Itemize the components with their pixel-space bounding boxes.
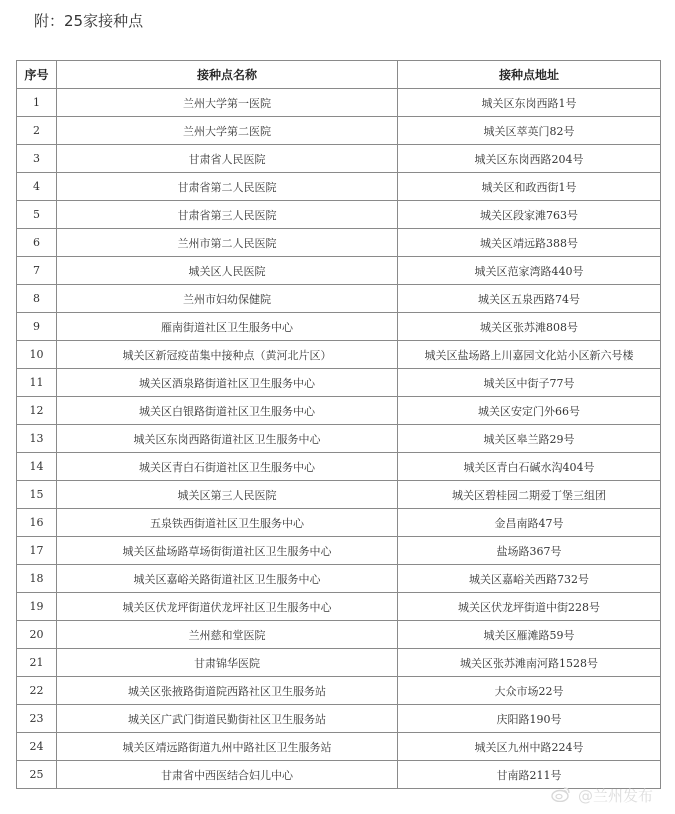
row-number: 1	[17, 89, 57, 117]
row-site-address: 城关区段家滩763号	[398, 201, 661, 229]
row-site-name: 城关区青白石街道社区卫生服务中心	[57, 453, 398, 481]
row-site-name: 甘肃省第三人民医院	[57, 201, 398, 229]
table-body	[17, 89, 661, 789]
row-number: 12	[17, 397, 57, 425]
row-site-address: 城关区盐场路上川嘉园文化站小区新六号楼	[398, 341, 661, 369]
row-site-address: 金昌南路47号	[398, 509, 661, 537]
row-number: 25	[17, 761, 57, 789]
table-row	[17, 313, 661, 341]
row-site-address: 城关区中街子77号	[398, 369, 661, 397]
row-site-name: 城关区伏龙坪街道伏龙坪社区卫生服务中心	[57, 593, 398, 621]
row-site-name: 甘肃锦华医院	[57, 649, 398, 677]
row-site-address: 城关区皋兰路29号	[398, 425, 661, 453]
table-row	[17, 341, 661, 369]
row-site-name: 兰州市妇幼保健院	[57, 285, 398, 313]
table-row	[17, 425, 661, 453]
row-site-address: 城关区张苏滩808号	[398, 313, 661, 341]
weibo-logo-icon	[551, 786, 571, 806]
row-site-address: 城关区嘉峪关西路732号	[398, 565, 661, 593]
row-site-name: 城关区东岗西路街道社区卫生服务中心	[57, 425, 398, 453]
row-number: 3	[17, 145, 57, 173]
row-site-name: 兰州慈和堂医院	[57, 621, 398, 649]
row-number: 11	[17, 369, 57, 397]
row-number: 23	[17, 705, 57, 733]
row-site-name: 雁南街道社区卫生服务中心	[57, 313, 398, 341]
table-row	[17, 705, 661, 733]
row-number: 18	[17, 565, 57, 593]
table-row	[17, 201, 661, 229]
row-site-address: 城关区靖远路388号	[398, 229, 661, 257]
row-number: 7	[17, 257, 57, 285]
row-site-name: 兰州大学第一医院	[57, 89, 398, 117]
row-site-address: 城关区张苏滩南河路1528号	[398, 649, 661, 677]
row-number: 17	[17, 537, 57, 565]
row-site-name: 甘肃省中西医结合妇儿中心	[57, 761, 398, 789]
row-number: 2	[17, 117, 57, 145]
row-number: 15	[17, 481, 57, 509]
row-site-address: 城关区和政西街1号	[398, 173, 661, 201]
header-site-address: 接种点地址	[398, 61, 661, 89]
row-site-name: 兰州大学第二医院	[57, 117, 398, 145]
header-site-name: 接种点名称	[57, 61, 398, 89]
table-row	[17, 593, 661, 621]
table-row	[17, 621, 661, 649]
row-site-address: 城关区五泉西路74号	[398, 285, 661, 313]
row-site-address: 城关区东岗西路204号	[398, 145, 661, 173]
row-site-name: 甘肃省人民医院	[57, 145, 398, 173]
row-site-name: 城关区张掖路街道院西路社区卫生服务站	[57, 677, 398, 705]
row-number: 19	[17, 593, 57, 621]
row-site-name: 城关区靖远路街道九州中路社区卫生服务站	[57, 733, 398, 761]
table-row	[17, 481, 661, 509]
row-number: 13	[17, 425, 57, 453]
row-site-name: 甘肃省第二人民医院	[57, 173, 398, 201]
row-number: 24	[17, 733, 57, 761]
table-row	[17, 257, 661, 285]
row-number: 20	[17, 621, 57, 649]
table-row	[17, 285, 661, 313]
row-number: 14	[17, 453, 57, 481]
header-number: 序号	[17, 61, 57, 89]
table-row	[17, 733, 661, 761]
row-site-name: 城关区人民医院	[57, 257, 398, 285]
table-row	[17, 509, 661, 537]
row-site-address: 大众市场22号	[398, 677, 661, 705]
row-site-name: 城关区第三人民医院	[57, 481, 398, 509]
row-site-name: 城关区广武门街道民勤街社区卫生服务站	[57, 705, 398, 733]
table-row	[17, 453, 661, 481]
table-row	[17, 677, 661, 705]
table-row	[17, 145, 661, 173]
row-site-address: 甘南路211号	[398, 761, 661, 789]
row-number: 16	[17, 509, 57, 537]
table-header-row	[17, 61, 661, 89]
row-number: 22	[17, 677, 57, 705]
row-number: 9	[17, 313, 57, 341]
row-number: 5	[17, 201, 57, 229]
row-site-name: 五泉铁西街道社区卫生服务中心	[57, 509, 398, 537]
row-site-address: 盐场路367号	[398, 537, 661, 565]
row-number: 6	[17, 229, 57, 257]
row-site-address: 城关区九州中路224号	[398, 733, 661, 761]
row-number: 21	[17, 649, 57, 677]
row-site-name: 城关区盐场路草场街街道社区卫生服务中心	[57, 537, 398, 565]
row-site-name: 城关区新冠疫苗集中接种点（黄河北片区）	[57, 341, 398, 369]
table-row	[17, 397, 661, 425]
table-row	[17, 537, 661, 565]
row-site-name: 城关区白银路街道社区卫生服务中心	[57, 397, 398, 425]
table-row	[17, 649, 661, 677]
table-row	[17, 89, 661, 117]
table-row	[17, 229, 661, 257]
table-row	[17, 173, 661, 201]
row-number: 10	[17, 341, 57, 369]
table-row	[17, 117, 661, 145]
row-site-address: 城关区安定门外66号	[398, 397, 661, 425]
row-site-address: 城关区范家湾路440号	[398, 257, 661, 285]
row-number: 8	[17, 285, 57, 313]
row-site-address: 城关区雁滩路59号	[398, 621, 661, 649]
vaccination-sites-table	[16, 60, 661, 789]
row-site-address: 庆阳路190号	[398, 705, 661, 733]
row-site-name: 城关区嘉峪关路街道社区卫生服务中心	[57, 565, 398, 593]
row-site-name: 城关区酒泉路街道社区卫生服务中心	[57, 369, 398, 397]
watermark-text: @兰州发布	[577, 786, 653, 805]
row-site-address: 城关区青白石碱水沟404号	[398, 453, 661, 481]
row-site-address: 城关区伏龙坪街道中街228号	[398, 593, 661, 621]
row-site-address: 城关区萃英门82号	[398, 117, 661, 145]
row-site-address: 城关区碧桂园二期爱丁堡三组团	[398, 481, 661, 509]
row-site-name: 兰州市第二人民医院	[57, 229, 398, 257]
page-heading: 附：25家接种点	[34, 12, 144, 30]
table-row	[17, 565, 661, 593]
row-site-address: 城关区东岗西路1号	[398, 89, 661, 117]
table-row	[17, 369, 661, 397]
watermark	[551, 785, 653, 807]
row-number: 4	[17, 173, 57, 201]
